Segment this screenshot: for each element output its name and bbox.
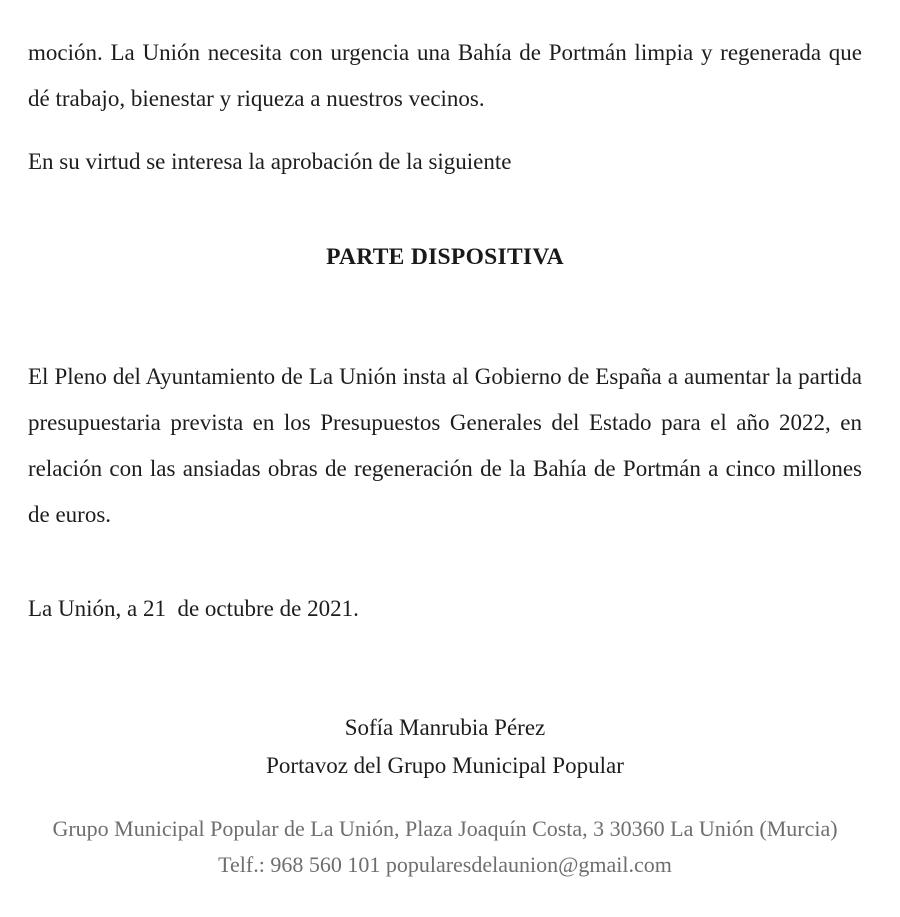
footer-contact-info: Grupo Municipal Popular de La Unión, Plaza Joaquín Costa, 3 30360 La Unión (Murcia) Telf.: 968 560 101 popularesdelaunion@gmail.com xyxy=(52,816,838,877)
signature-block xyxy=(28,709,862,785)
date-line: La Unión, a 21 de octubre de 2021. xyxy=(28,596,359,621)
signature-role: Portavoz del Grupo Municipal Popular xyxy=(266,753,624,778)
paragraph-en-su-virtud: En su virtud se interesa la aprobación de la siguiente xyxy=(28,149,512,174)
paragraph-pleno-resolucion: El Pleno del Ayuntamiento de La Unión insta al Gobierno de España a aumentar la partida presupuestaria prevista en los Presupuestos Generales del Estado para el año 2022, en relación con las ansiadas obras de regeneración de la Bahía de Portmán a cinco millones de euros. xyxy=(28,364,862,527)
paragraph-mocion-intro: moción. La Unión necesita con urgencia una Bahía de Portmán limpia y regenerada que dé trabajo, bienestar y riqueza a nuestros vecinos. xyxy=(28,40,862,111)
heading-parte-dispositiva: PARTE DISPOSITIVA xyxy=(326,244,564,270)
signature-name: Sofía Manrubia Pérez xyxy=(344,715,546,740)
